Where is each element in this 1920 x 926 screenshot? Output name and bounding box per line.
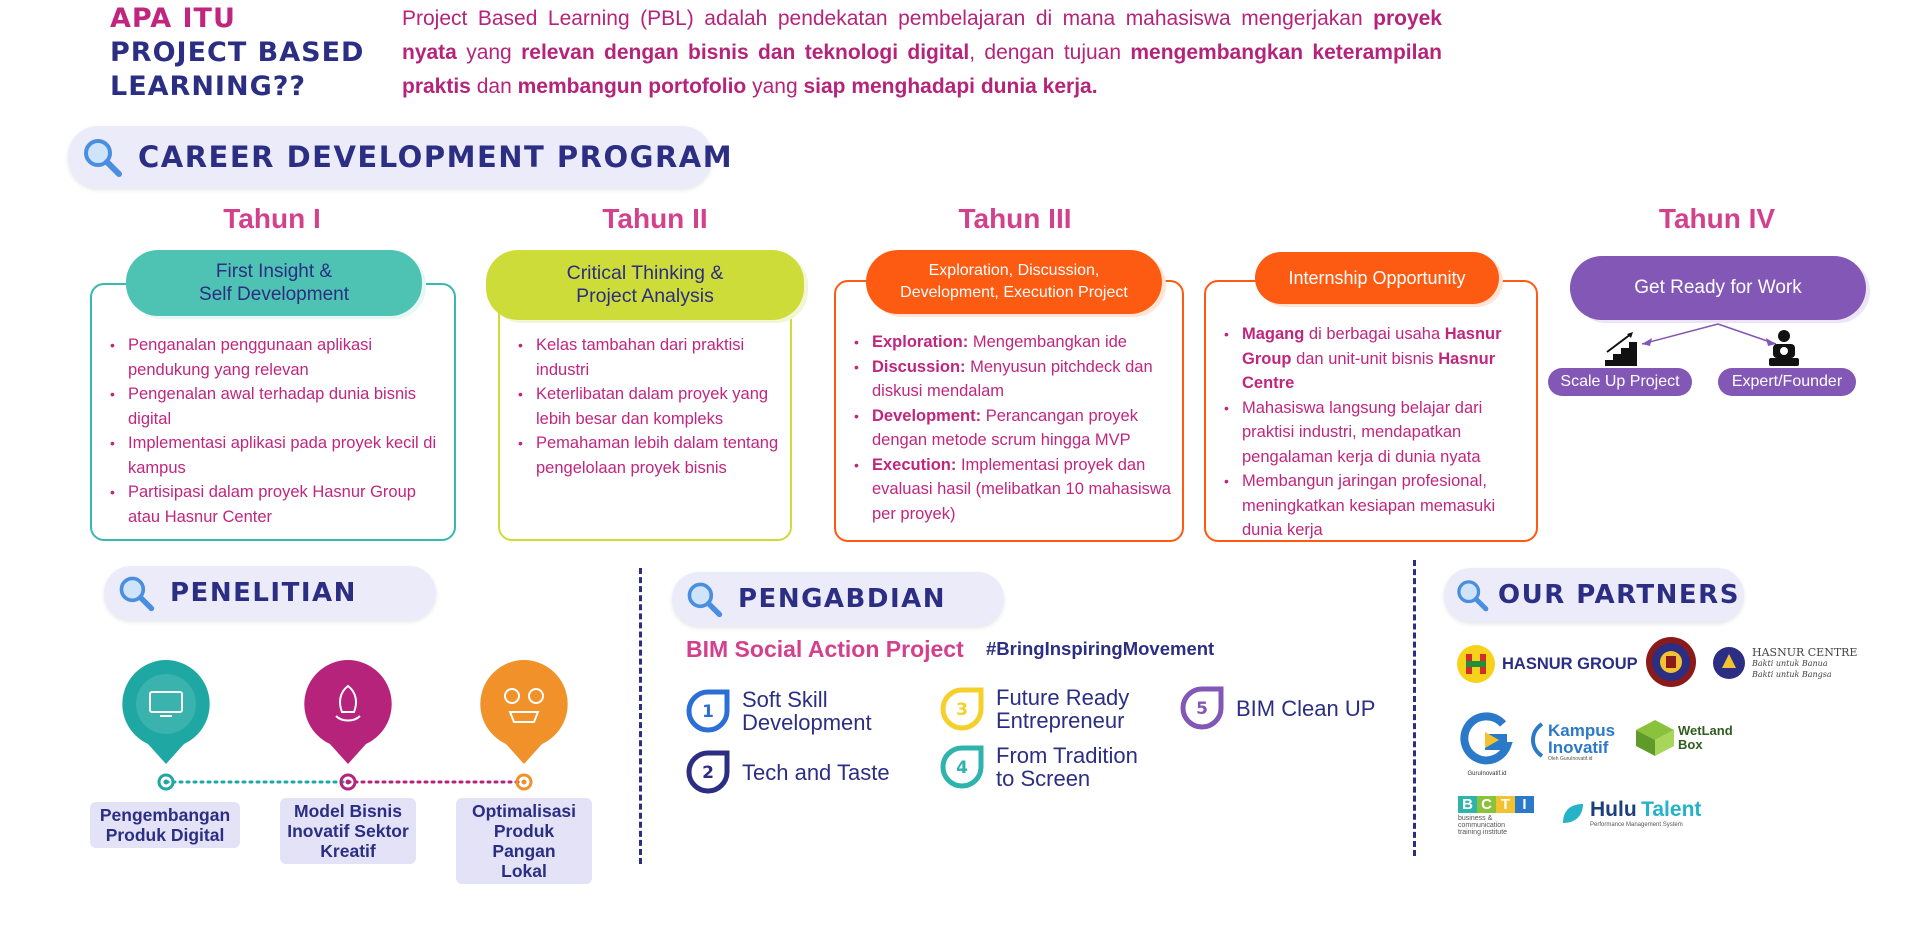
hasnur-centre-logo	[1712, 646, 1857, 680]
search-icon	[116, 573, 156, 613]
year1-bullet: • Pengenalan awal terhadap dunia bisnis digital	[110, 382, 445, 431]
kampus-inovatif-subtitle: Oleh GuruInovatif.id	[1548, 756, 1593, 762]
year1-card	[90, 283, 456, 541]
guruinovatif-text: GuruInovatif.id	[1467, 771, 1507, 777]
penelitian-title: PENELITIAN	[170, 578, 357, 608]
year3-card	[834, 280, 1184, 542]
svg-text:2: 2	[702, 763, 714, 783]
bcti-letter-c: C	[1477, 796, 1496, 813]
penelitian-timeline	[100, 660, 600, 800]
penelitian-label-2-line1: Model Bisnis	[294, 801, 402, 821]
year3-pill-line2: Development, Execution Project	[900, 284, 1128, 301]
year3-bullet: • Exploration: Mengembangkan ide	[854, 330, 1179, 355]
hasnur-centre-text: HASNUR CENTRE	[1752, 645, 1858, 659]
year2-bullet: • Pemahaman lebih dalam tentang pengelolaan proyek bisnis	[518, 431, 788, 480]
business-model-pin	[304, 660, 391, 789]
number-5-icon	[1180, 686, 1224, 730]
penelitian-label-3-line2: Produk Pangan	[492, 821, 556, 861]
year1-bullet: • Penganalan penggunaan aplikasi pendukung yang relevan	[110, 333, 445, 382]
year1-pill-line1: First Insight &	[215, 261, 333, 282]
kampus-text: Kampus	[1548, 721, 1616, 740]
kampus-inovatif-logo	[1528, 722, 1615, 762]
year1-bullets	[110, 333, 445, 529]
career-section-title: CAREER DEVELOPMENT PROGRAM	[138, 140, 734, 174]
hulu-text: Hulu	[1590, 798, 1637, 821]
partners-title: OUR PARTNERS	[1498, 580, 1740, 610]
year1-pill	[126, 250, 422, 316]
inovatif-text: Inovatif	[1548, 738, 1609, 757]
pengabdian-title: PENGABDIAN	[738, 584, 946, 614]
svg-text:4: 4	[956, 758, 968, 778]
hasnur-group-emblem-icon	[1456, 644, 1496, 684]
svg-text:5: 5	[1196, 699, 1208, 719]
sap-item-5	[1180, 686, 1375, 730]
expert-founder-icon	[1765, 328, 1803, 368]
hasnur-centre-subtitle-1: Bakti untuk Banua	[1752, 658, 1828, 668]
divider-right	[1413, 560, 1416, 856]
hulu-talent-subtitle: Performance Management System	[1590, 822, 1683, 828]
bcti-logo	[1458, 796, 1534, 836]
number-3-icon	[940, 687, 984, 731]
year3-bullets	[854, 330, 1179, 526]
year-label-2: Tahun II	[602, 203, 708, 234]
sap-item-1	[686, 688, 872, 734]
divider-left	[639, 568, 642, 864]
partners-section-header	[1444, 568, 1744, 622]
scale-up-project-badge: Scale Up Project	[1548, 368, 1692, 396]
year2-card	[498, 283, 792, 541]
penelitian-label-1	[90, 802, 240, 848]
bcti-subtitle-1: business &	[1458, 815, 1493, 822]
local-food-pin	[480, 660, 567, 789]
pengabdian-section-header	[672, 572, 1004, 626]
intro-description: Project Based Learning (PBL) adalah pendekatan pembelajaran di mana mahasiswa mengerjakan proyek nyata yang relevan dengan bisnis dan teknologi digital, dengan tujuan mengembangkan keterampilan praktis dan membangun portofolio yang siap menghadapi dunia kerja.	[402, 7, 1442, 98]
search-icon	[80, 135, 124, 179]
penelitian-label-1-line1: Pengembangan	[99, 805, 231, 825]
number-4-icon	[940, 745, 984, 789]
digital-product-pin	[122, 660, 209, 789]
sap-label-3: Future Ready Entrepreneur	[996, 685, 1130, 733]
wetland-box-text-block	[1678, 724, 1733, 752]
bcti-subtitle-3: training institute	[1458, 829, 1508, 836]
penelitian-label-1-line2: Produk Digital	[105, 825, 225, 845]
penelitian-label-2	[280, 798, 416, 864]
kampus-inovatif-text-block	[1548, 722, 1615, 762]
intro-title	[110, 2, 400, 104]
penelitian-label-2-line2: Inovatif Sektor	[287, 821, 409, 841]
guruinovatif-logo	[1456, 712, 1518, 777]
year-label-3: Tahun III	[958, 203, 1072, 234]
hasnur-centre-text-block	[1752, 647, 1857, 680]
year2-bullet: • Keterlibatan dalam proyek yang lebih besar dan kompleks	[518, 382, 788, 431]
penelitian-section-header	[104, 566, 436, 620]
box-text: Box	[1678, 737, 1703, 752]
sap-item-3	[940, 686, 1129, 732]
get-ready-pill: Get Ready for Work	[1570, 256, 1866, 320]
year1-pill-line2: Self Development	[199, 284, 349, 305]
penelitian-label-3-line1: Optimalisasi	[471, 801, 577, 821]
year2-pill-line1: Critical Thinking &	[566, 262, 724, 284]
sap-label-4: From Tradition to Screen	[996, 743, 1138, 791]
year-label-1: Tahun I	[223, 203, 321, 234]
expert-founder-badge: Expert/Founder	[1718, 368, 1856, 396]
kampus-inovatif-emblem-icon	[1528, 722, 1548, 758]
svg-text:3: 3	[956, 700, 968, 720]
year3-pill	[866, 250, 1162, 314]
penelitian-label-3	[456, 798, 592, 884]
intro-title-line3: LEARNING??	[110, 71, 307, 102]
intro-title-line1: APA ITU	[110, 3, 236, 34]
bcti-letter-t: T	[1496, 796, 1515, 813]
year2-bullet: • Kelas tambahan dari praktisi industri	[518, 333, 788, 382]
bcti-letters	[1458, 796, 1534, 813]
hasnur-centre-subtitle-2: Bakti untuk Bangsa	[1752, 669, 1832, 679]
social-action-title: BIM Social Action Project	[686, 636, 964, 662]
internship-bullets	[1224, 322, 1534, 543]
sap-label-1: Soft Skill Development	[742, 687, 872, 735]
hulu-talent-logo	[1560, 800, 1701, 828]
hasnur-group-text: HASNUR GROUP	[1502, 654, 1638, 673]
hashtag: #BringInspiringMovement	[986, 638, 1215, 659]
bcti-subtitle-2: communication	[1458, 822, 1506, 829]
year3-bullet: • Execution: Implementasi proyek dan evaluasi hasil (melibatkan 10 mahasiswa per proyek)	[854, 453, 1179, 527]
bcti-letter-b: B	[1458, 796, 1477, 813]
internship-card	[1204, 280, 1538, 542]
hulu-talent-emblem-icon	[1560, 801, 1586, 827]
year3-pill-line1: Exploration, Discussion,	[928, 262, 1100, 279]
guruinovatif-emblem-icon	[1459, 712, 1515, 766]
career-section-header	[68, 126, 734, 188]
internship-pill: Internship Opportunity	[1255, 252, 1499, 304]
internship-bullet: • Magang di berbagai usaha Hasnur Group dan unit-unit bisnis Hasnur Centre	[1224, 322, 1534, 396]
sap-item-2	[686, 750, 890, 794]
year3-bullet: • Development: Perancangan proyek dengan metode scrum hingga MVP	[854, 404, 1179, 453]
year-label-4: Tahun IV	[1658, 203, 1776, 234]
talent-text: Talent	[1641, 798, 1702, 821]
number-2-icon	[686, 750, 730, 794]
wetland-text: WetLand	[1678, 723, 1733, 738]
stairs-growth-icon	[1603, 330, 1643, 368]
year1-bullet: • Partisipasi dalam proyek Hasnur Group atau Hasnur Center	[110, 480, 445, 529]
search-icon	[1454, 577, 1490, 613]
sap-label-5: BIM Clean UP	[1236, 695, 1376, 721]
year3-bullet: • Discussion: Menyusun pitchdeck dan diskusi mendalam	[854, 355, 1179, 404]
year2-pill-line2: Project Analysis	[576, 285, 714, 307]
search-icon	[684, 579, 724, 619]
intro-title-line2: PROJECT BASED	[110, 37, 365, 68]
hulu-talent-text-block	[1590, 800, 1701, 828]
internship-bullet: • Membangun jaringan profesional, meningkatkan kesiapan memasuki dunia kerja	[1224, 469, 1534, 543]
sap-label-2: Tech and Taste	[742, 759, 890, 785]
svg-text:1: 1	[702, 702, 714, 722]
internship-bullet: • Mahasiswa langsung belajar dari praktisi industri, mendapatkan pengalaman kerja di dunia nyata	[1224, 396, 1534, 470]
year1-bullet: • Implementasi aplikasi pada proyek kecil di kampus	[110, 431, 445, 480]
hasnur-centre-emblem-icon	[1712, 646, 1746, 680]
year2-bullets	[518, 333, 788, 480]
wetland-box-logo	[1634, 718, 1733, 758]
university-seal-icon	[1644, 634, 1698, 692]
year2-pill	[486, 250, 804, 320]
number-1-icon	[686, 689, 730, 733]
bcti-letter-i: I	[1515, 796, 1534, 813]
sap-item-4	[940, 744, 1138, 790]
wetland-box-emblem-icon	[1634, 718, 1676, 758]
hasnur-group-logo	[1456, 644, 1638, 684]
penelitian-label-2-line3: Kreatif	[320, 841, 376, 861]
penelitian-label-3-line3: Lokal	[501, 861, 547, 881]
